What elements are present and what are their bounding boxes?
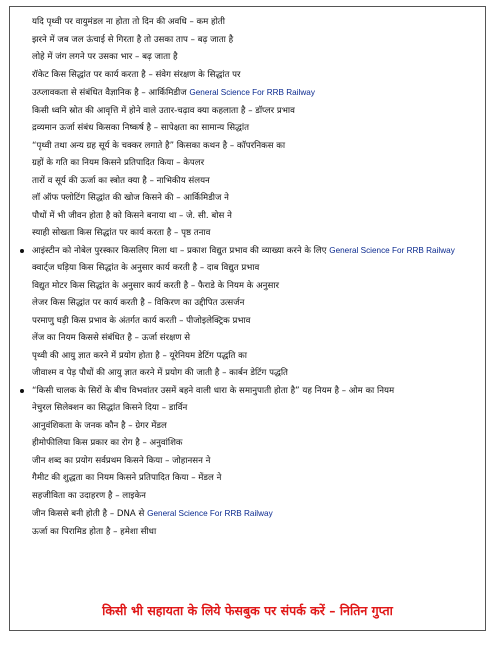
list-item (32, 470, 479, 488)
list-item (32, 418, 479, 436)
item-text: यदि पृथ्वी पर वायुमंडल ना होता तो दिन की अवधि – कम होती (32, 17, 225, 27)
list-item (32, 138, 479, 156)
item-text: जीन किससे बनी होती है – DNA से (32, 509, 145, 519)
item-watermark-note: General Science For RRB Railway (147, 509, 273, 518)
list-item (32, 278, 479, 296)
list-item (32, 435, 479, 453)
list-item (32, 225, 479, 243)
item-text: नेचुरल सिलेक्शन का सिद्धांत किसने दिया – डार्विन (32, 403, 188, 413)
item-text: परमाणु घड़ी किस प्रभाव के अंतर्गत कार्य करती – पीजोइलेक्ट्रिक प्रभाव (32, 315, 251, 326)
item-text: ऊर्जा का पिरामिड होता है – हमेशा सीधा (32, 526, 157, 537)
list-item (32, 524, 479, 542)
item-text: विद्युत मोटर किस सिद्धांत के अनुसार कार्य करती है – फैराडे के नियम के अनुसार (32, 280, 279, 291)
list-item (32, 348, 479, 366)
item-text: “किसी चालक के सिरों के बीच विभवांतर उसमें बहने वाली धारा के समानुपाती होता है” यह नियम है – ओम का नियम (32, 385, 395, 396)
item-text: “पृथ्वी तथा अन्य ग्रह सूर्य के चक्कर लगाते है” किसका कथन है – कॉपरनिकस का (32, 140, 286, 151)
list-item (32, 243, 479, 261)
item-text: आनुवंशिकता के जनक कौन है – ग्रेगर मेंडल (32, 420, 167, 431)
list-item (32, 505, 479, 524)
list-item (32, 32, 479, 50)
list-item (32, 14, 479, 32)
list-item (32, 365, 479, 383)
item-text: जीन शब्द का प्रयोग सर्वप्रथम किसने किया – जोहानसन ने (32, 455, 211, 466)
fact-list (10, 7, 485, 541)
list-item (32, 330, 479, 348)
item-text: लेंज का नियम किससे संबंधित है – ऊर्जा संरक्षण से (32, 333, 191, 343)
list-item (32, 313, 479, 331)
list-item (32, 173, 479, 191)
list-item (32, 383, 479, 401)
item-text: स्याही सोखता किस सिद्धांत पर कार्य करता है – पृष्ठ तनाव (32, 228, 211, 238)
item-text: ग्रहों के गति का नियम किसने प्रतिपादित किया – केपलर (32, 158, 205, 168)
list-item (32, 260, 479, 278)
document-page (9, 6, 486, 631)
item-text: क्वार्ट्ज घड़िया किस सिद्धांत के अनुसार कार्य करती है – दाब विद्युत प्रभाव (32, 263, 260, 273)
item-watermark-note: General Science For RRB Railway (329, 245, 455, 255)
item-text: पृथ्वी की आयु ज्ञात करने में प्रयोग होता है – यूरेनियम डेटिंग पद्धति का (32, 350, 247, 361)
item-text: द्रव्यमान ऊर्जा संबंध किसका निष्कर्ष है – सापेक्षता का सामान्य सिद्धांत (32, 123, 250, 133)
item-watermark-note: General Science For RRB Railway (189, 88, 315, 97)
list-item (32, 400, 479, 418)
item-text: आइंस्टीन को नोबेल पुरस्कार किसलिए मिला था – प्रकाश विद्युत प्रभाव की व्याख्या करने के लिए (32, 245, 327, 256)
list-item (32, 295, 479, 313)
list-item (32, 155, 479, 173)
list-item (32, 488, 479, 506)
item-text: रॉकेट किस सिद्धांत पर कार्य करता है – संवेग संरक्षण के सिद्धांत पर (32, 69, 241, 80)
item-text: जीवाश्म व पेड़ पौधों की आयु ज्ञात करने में प्रयोग की जाती है – कार्बन डेटिंग पद्धति (32, 368, 288, 378)
list-item (32, 103, 479, 121)
list-item (32, 120, 479, 138)
item-text: लॉ ऑफ फ्लोटिंग सिद्धांत की खोज किसने की – आर्किमिडीज ने (32, 193, 229, 203)
item-text: लेजर किस सिद्धांत पर कार्य करती है – विकिरण का उद्दीपित उत्सर्जन (32, 298, 245, 308)
item-text: पौधों में भी जीवन होता है को किसने बनाया था – जे. सी. बोस ने (32, 210, 232, 221)
list-item (32, 49, 479, 67)
list-item (32, 208, 479, 226)
item-text: झरने में जब जल ऊंचाई से गिरता है तो उसका ताप – बढ़ जाता है (32, 34, 234, 45)
item-text: गैमीट की शुद्धता का नियम किसने प्रतिपादित किया – मेंडल ने (32, 473, 222, 483)
item-text: हीमोफीलिया किस प्रकार का रोग है – अनुवांशिक (32, 438, 183, 448)
list-item (32, 84, 479, 103)
list-item (32, 67, 479, 85)
item-text: तारों व सूर्य की ऊर्जा का स्त्रोत क्या है – नाभिकीय संलयन (32, 175, 210, 186)
list-item (32, 190, 479, 208)
contact-footer: किसी भी सहायता के लिये फेसबुक पर संपर्क करें – नितिन गुप्ता (102, 603, 393, 618)
item-text: सहजीविता का उदाहरण है – लाइकेन (32, 490, 146, 501)
item-text: उत्प्लावकता से संबंधित वैज्ञानिक है – आर्किमिडीज (32, 88, 187, 98)
item-text: लोहे में जंग लगने पर उसका भार – बढ़ जाता है (32, 52, 178, 62)
list-item (32, 453, 479, 471)
item-text: किसी ध्वनि स्रोत की आवृत्ति में होने वाले उतार-चढ़ाव क्या कहलाता है – डॉप्लर प्रभाव (32, 105, 295, 116)
